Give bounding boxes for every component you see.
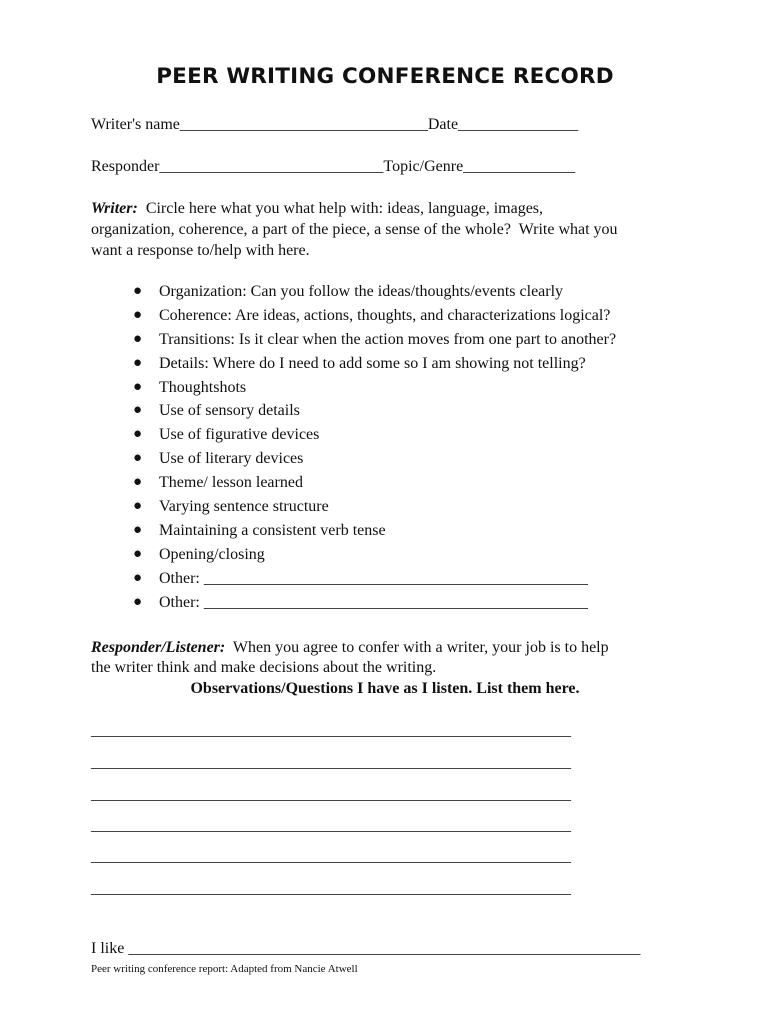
answer-line[interactable]: ____________________________________________________________ — [91, 817, 571, 834]
list-item[interactable]: ● Opening/closing — [133, 543, 616, 567]
other-field[interactable]: ● Other: ________________________________________________ — [133, 567, 616, 591]
bullet-icon: ● — [133, 426, 143, 443]
answer-line[interactable]: ____________________________________________________________ — [91, 754, 571, 771]
list-item[interactable]: ● Use of figurative devices — [133, 423, 616, 447]
answer-line[interactable]: ____________________________________________________________ — [91, 786, 571, 803]
writer-name-date-field[interactable]: Writer's name_______________________________Date_______________ — [91, 116, 579, 133]
list-item[interactable]: ● Use of sensory details — [133, 399, 616, 423]
page-title: PEER WRITING CONFERENCE RECORD — [156, 64, 614, 89]
list-item[interactable]: ● Organization: Can you follow the ideas/thoughts/events clearly — [133, 280, 616, 304]
responder-text-2: the writer think and make decisions about the writing. — [91, 659, 437, 676]
list-item[interactable]: ● Theme/ lesson learned — [133, 471, 616, 495]
list-item[interactable]: ● Use of literary devices — [133, 447, 616, 471]
other-field[interactable]: ● Other: ________________________________________________ — [133, 591, 616, 615]
bullet-icon: ● — [133, 545, 143, 562]
list-item[interactable]: ● Thoughtshots — [133, 376, 616, 400]
bullet-icon: ● — [133, 474, 143, 491]
help-checklist — [133, 280, 616, 614]
bullet-icon: ● — [133, 283, 143, 299]
bullet-icon: ● — [133, 330, 143, 347]
writer-instructions-line1 — [91, 198, 543, 219]
writer-text-3: want a response to/help with here. — [91, 242, 310, 259]
list-item[interactable]: ● Maintaining a consistent verb tense — [133, 519, 616, 543]
bullet-icon: ● — [133, 402, 143, 419]
bullet-icon: ● — [133, 378, 143, 395]
i-like-field[interactable]: I like ________________________________________________________________ — [91, 940, 641, 957]
answer-line[interactable]: ____________________________________________________________ — [91, 722, 571, 739]
bullet-icon: ● — [133, 354, 143, 371]
responder-topic-field[interactable]: Responder____________________________Topic/Genre______________ — [91, 158, 576, 175]
bullet-icon: ● — [133, 593, 143, 610]
bullet-icon: ● — [133, 569, 143, 586]
bullet-icon: ● — [133, 306, 143, 323]
bullet-icon: ● — [133, 521, 143, 538]
writer-text-2: organization, coherence, a part of the piece, a sense of the whole? Write what you — [91, 221, 618, 238]
observations-heading: Observations/Questions I have as I listen. List them here. — [190, 680, 580, 697]
footer-credit: Peer writing conference report: Adapted from Nancie Atwell — [91, 963, 358, 975]
list-item[interactable]: ● Transitions: Is it clear when the action moves from one part to another? — [133, 328, 616, 352]
list-item[interactable]: ● Details: Where do I need to add some so I am showing not telling? — [133, 352, 616, 376]
responder-text-1: When you agree to confer with a writer, your job is to help — [225, 639, 609, 656]
bullet-icon: ● — [133, 450, 143, 467]
answer-line[interactable]: ____________________________________________________________ — [91, 848, 571, 865]
bullet-icon: ● — [133, 498, 143, 515]
writer-label: Writer: — [91, 200, 138, 217]
responder-label: Responder/Listener: — [91, 639, 226, 656]
list-item[interactable]: ● Coherence: Are ideas, actions, thoughts, and characterizations logical? — [133, 304, 616, 328]
list-item[interactable]: ● Varying sentence structure — [133, 495, 616, 519]
responder-instructions-line1 — [91, 637, 609, 658]
writer-text-1: Circle here what you what help with: ideas, language, images, — [137, 200, 544, 217]
answer-line[interactable]: ____________________________________________________________ — [91, 880, 571, 897]
